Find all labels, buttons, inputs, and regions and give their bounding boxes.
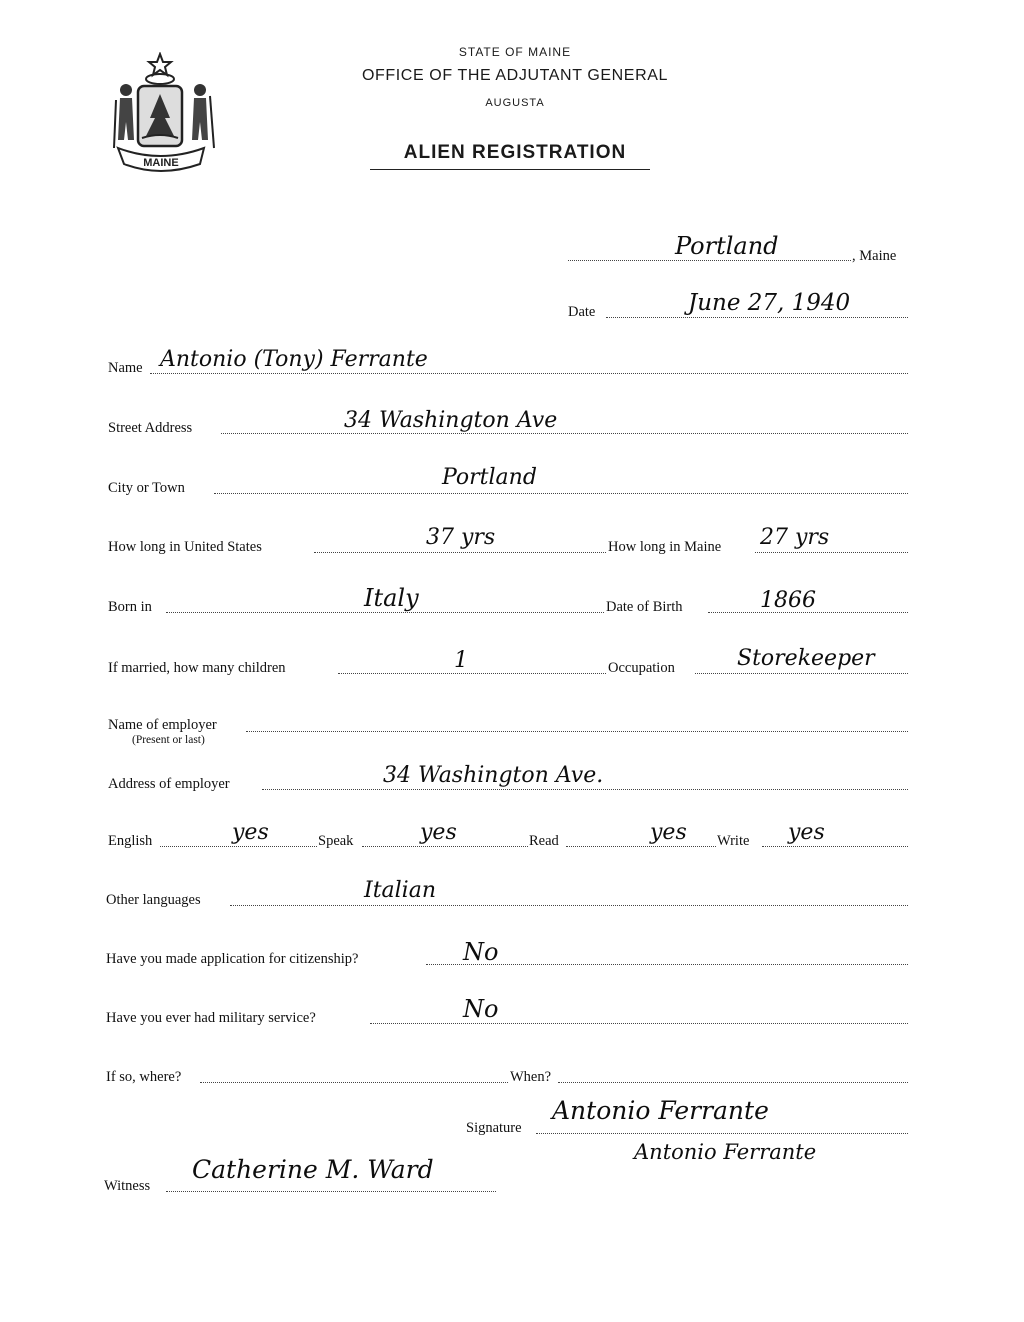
name-value: Antonio (Tony) Ferrante	[160, 347, 428, 372]
date-field-line[interactable]	[606, 317, 908, 318]
name-field-line[interactable]	[150, 373, 908, 374]
title-underline	[370, 169, 650, 170]
english-field-line[interactable]	[160, 846, 317, 847]
occupation-label: Occupation	[608, 660, 675, 676]
citizenship-value: No	[463, 938, 499, 966]
form-title: ALIEN REGISTRATION	[403, 142, 627, 163]
header-office: OFFICE OF THE ADJUTANT GENERAL	[361, 67, 669, 84]
write-value: yes	[788, 820, 825, 845]
place-suffix: , Maine	[852, 248, 897, 264]
state-of-maine-seal-icon	[104, 52, 230, 186]
header-city: AUGUSTA	[485, 97, 545, 109]
dob-value: 1866	[760, 588, 816, 613]
employer-address-field-line[interactable]	[262, 789, 908, 790]
read-field-line[interactable]	[566, 846, 716, 847]
maine-duration-value: 27 yrs	[760, 525, 830, 550]
employer-address-value: 34 Washington Ave.	[383, 763, 604, 788]
street-field-line[interactable]	[221, 433, 908, 434]
witness-value: Catherine M. Ward	[192, 1155, 434, 1184]
write-label: Write	[717, 833, 750, 849]
english-value: yes	[232, 820, 269, 845]
witness-label: Witness	[104, 1178, 151, 1194]
place-value: Portland	[675, 232, 779, 260]
read-label: Read	[529, 833, 559, 849]
name-label: Name	[108, 360, 143, 376]
signature-label: Signature	[466, 1120, 522, 1136]
other-languages-value: Italian	[364, 878, 437, 903]
speak-label: Speak	[318, 833, 354, 849]
children-field-line[interactable]	[338, 673, 606, 674]
english-label: English	[108, 833, 153, 849]
when-field-line[interactable]	[558, 1082, 908, 1083]
seal-motto: MAINE	[143, 157, 179, 169]
city-value: Portland	[442, 465, 537, 490]
maine-duration-field-line[interactable]	[755, 552, 908, 553]
born-value: Italy	[364, 584, 419, 612]
occupation-value: Storekeeper	[737, 646, 875, 671]
signature-field-line[interactable]	[536, 1133, 908, 1134]
witness-field-line[interactable]	[166, 1191, 496, 1192]
maine-duration-label: How long in Maine	[608, 539, 722, 555]
born-field-line[interactable]	[166, 612, 604, 613]
where-field-line[interactable]	[200, 1082, 508, 1083]
other-languages-field-line[interactable]	[230, 905, 908, 906]
us-duration-value: 37 yrs	[426, 525, 496, 550]
employer-label: Name of employer	[108, 717, 217, 733]
when-label: When?	[510, 1069, 552, 1085]
street-label: Street Address	[108, 420, 193, 436]
speak-value: yes	[420, 820, 457, 845]
military-value: No	[463, 995, 499, 1023]
signature-value: Antonio Ferrante	[552, 1096, 769, 1125]
date-value: June 27, 1940	[688, 290, 851, 316]
write-field-line[interactable]	[762, 846, 908, 847]
street-value: 34 Washington Ave	[344, 408, 558, 433]
city-label: City or Town	[108, 480, 185, 496]
occupation-field-line[interactable]	[695, 673, 908, 674]
employer-sublabel: (Present or last)	[132, 734, 205, 746]
military-field-line[interactable]	[370, 1023, 908, 1024]
born-label: Born in	[108, 599, 152, 615]
header-state: STATE OF MAINE	[458, 45, 572, 59]
where-label: If so, where?	[106, 1069, 182, 1085]
city-field-line[interactable]	[214, 493, 908, 494]
date-label: Date	[568, 304, 596, 320]
us-duration-field-line[interactable]	[314, 552, 606, 553]
children-label: If married, how many children	[108, 660, 286, 676]
employer-field-line[interactable]	[246, 731, 908, 732]
employer-address-label: Address of employer	[108, 776, 230, 792]
us-duration-label: How long in United States	[108, 539, 262, 555]
dob-label: Date of Birth	[606, 599, 683, 615]
citizenship-label: Have you made application for citizenship?	[106, 951, 359, 967]
other-languages-label: Other languages	[106, 892, 201, 908]
speak-field-line[interactable]	[362, 846, 528, 847]
place-field-line[interactable]	[568, 260, 851, 261]
military-label: Have you ever had military service?	[106, 1010, 316, 1026]
signature-printed-name: Antonio Ferrante	[634, 1140, 817, 1164]
citizenship-field-line[interactable]	[426, 964, 908, 965]
children-value: 1	[454, 648, 468, 673]
read-value: yes	[650, 820, 687, 845]
